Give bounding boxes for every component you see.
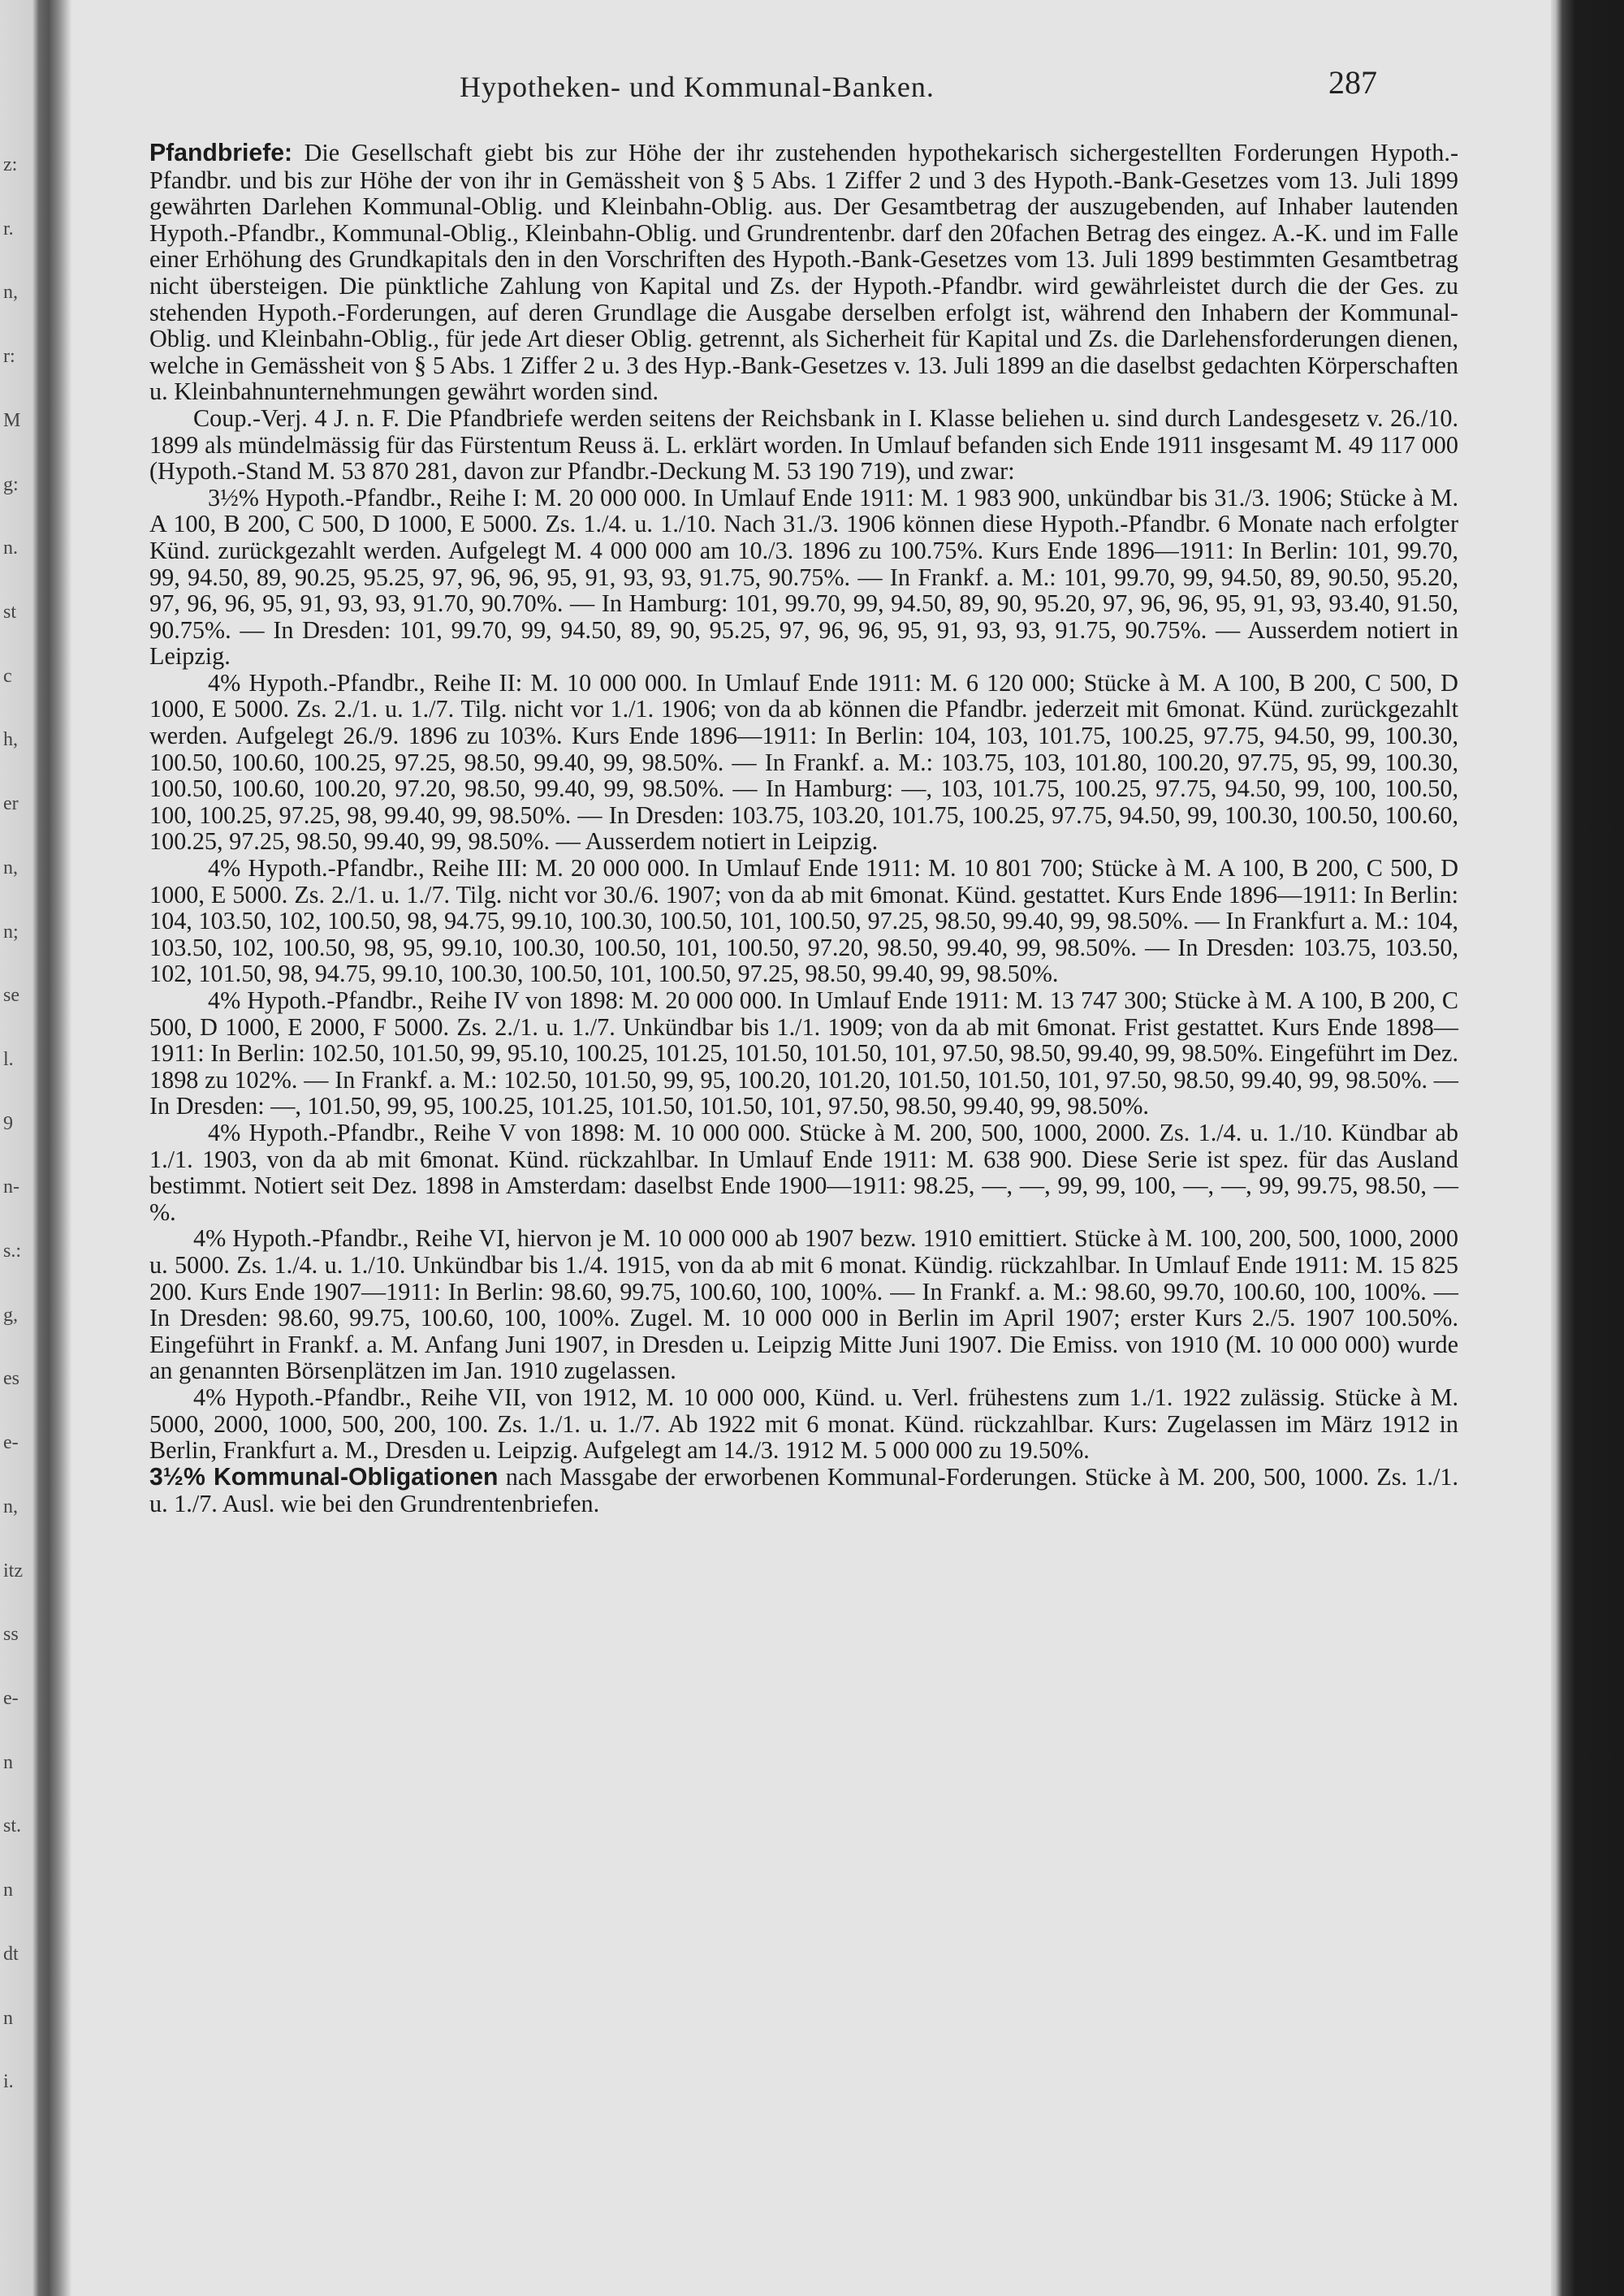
paragraph-text: 4% Hypoth.-Pfandbr., Reihe VII, von 1912, M. 10 000 000, Künd. u. Verl. frühestens zum 1./1. 1922 zulässig. Stücke à M. 5000, 2000, 1000, 500, 200, 100. Zs. 1./1. u. 1./7. Ab 1922 mit 6 monat. Künd. rückzahlbar. Kurs: Zugelassen im März 1912 in Berlin, Frankfurt a. M., Dresden u. Leipzig. Aufgelegt am 14./3. 1912 M. 5 000 000 zu 19.50%. [149,1383,1458,1465]
gutter-fragment: st [3,602,17,623]
book-gutter-left [0,0,71,2296]
paragraph-lead: 3½% Kommunal-Obligationen [149,1463,499,1491]
page-number: 287 [1328,64,1377,101]
gutter-fragment: se [3,985,19,1006]
paragraph-text: Die Gesellschaft giebt bis zur Höhe der ihr zustehenden hypothekarisch sichergestellten Forderungen Hypoth.-Pfandbr. und bis zur Höhe der von ihr in Gemässheit von § 5 Abs. 1 Ziffer 2 und 3 des Hypoth.-Bank-Gesetzes vom 13. Juli 1899 gewährten Darlehen Kommunal-Oblig. und Kleinbahn-Oblig. aus. Der Gesamtbetrag der auszugebenden, auf Inhaber lautenden Hypoth.-Pfandbr., Kommunal-Oblig., Kleinbahn-Oblig. und Grundrentenbr. darf den 20fachen Betrag des eingez. A.-K. und im Falle einer Erhöhung des Grundkapitals den in den Vorschriften des Hypoth.-Bank-Gesetzes vom 13. Juli 1899 bestimmten Gesamtbetrag nicht übersteigen. Die pünktliche Zahlung von Kapital und Zs. der Hypoth.-Pfandbr. wird gewährleistet durch die der Ges. zu stehenden Hypoth.-Forderungen, auf deren Grundlage die Ausgabe derselben erfolgt ist, während den Inhabern der Kommunal-Oblig. und Kleinbahn-Oblig., für jede Art dieser Oblig. getrennt, als Sicherheit für Kapital und Zs. die Darlehensforderungen dienen, welche in Gemässheit von § 5 Abs. 1 Ziffer 2 u. 3 des Hyp.-Bank-Gesetzes v. 13. Juli 1899 an die daselbst gedachten Körperschaften u. Kleinbahnunternehmungen gewährt worden sind. [149,139,1458,406]
gutter-fragment: M [3,410,21,431]
gutter-fragment: n [3,2008,13,2029]
paragraph-reihe-3 [149,855,1458,987]
gutter-fragment: i. [3,2071,14,2092]
gutter-fragment: l. [3,1049,14,1070]
running-header [71,63,1551,112]
paragraph-text: 4% Hypoth.-Pfandbr., Reihe II: M. 10 000 000. In Umlauf Ende 1911: M. 6 120 000; Stücke à M. A 100, B 200, C 500, D 1000, E 5000. Zs. 2./1. u. 1./7. Tilg. nicht vor 1./1. 1906; von da ab können die Pfandbr. jederzeit mit 6monat. Künd. zurückgezahlt werden. Aufgelegt 26./9. 1896 zu 103%. Kurs Ende 1896—1911: In Berlin: 104, 103, 101.75, 100.25, 97.75, 94.50, 99, 100.30, 100.50, 100.60, 100.25, 97.25, 98.50, 99.40, 99, 98.50%. — In Frankf. a. M.: 103.75, 103, 101.80, 100.20, 97.75, 95, 99, 100.30, 100.50, 100.60, 100.20, 97.20, 98.50, 99.40, 99, 98.50%. — In Hamburg: —, 103, 101.75, 100.25, 97.75, 94.50, 99, 100, 100.50, 100, 100.25, 97.25, 98, 99.40, 99, 98.50%. — In Dresden: 103.75, 103.20, 101.75, 100.25, 97.75, 94.50, 99, 100.30, 100.50, 100.60, 100.25, 97.25, 98.50, 99.40, 99, 98.50%. — Ausserdem notiert in Leipzig. [149,668,1458,856]
paragraph-text: 4% Hypoth.-Pfandbr., Reihe III: M. 20 000 000. In Umlauf Ende 1911: M. 10 801 700; Stücke à M. A 100, B 200, C 500, D 1000, E 5000. Zs. 2./1. u. 1./7. Tilg. nicht vor 30./6. 1907; von da ab mit 6monat. Künd. gestattet. Kurs Ende 1896—1911: In Berlin: 104, 103.50, 102, 100.50, 98, 94.75, 99.10, 100.30, 100.50, 101, 100.50, 97.25, 98.50, 99.40, 99, 98.50%. — In Frankfurt a. M.: 104, 103.50, 102, 100.50, 98, 95, 99.10, 100.30, 100.50, 101, 100.50, 97.20, 98.50, 99.40, 99, 98.50%. — In Dresden: 103.75, 103.50, 102, 101.50, 98, 94.75, 99.10, 100.30, 100.50, 101, 100.50, 97.25, 98.50, 99.40, 99, 98.50%. [149,854,1458,988]
paragraph-reihe-2 [149,670,1458,855]
paragraph-reihe-5 [149,1120,1458,1225]
running-title: Hypotheken- und Kommunal-Banken. [460,71,935,103]
paragraph-coupons [149,405,1458,485]
gutter-fragment: n- [3,1176,19,1198]
paragraph-reihe-1 [149,485,1458,670]
gutter-fragment: z: [3,154,18,175]
paragraph-text: 4% Hypoth.-Pfandbr., Reihe IV von 1898: M. 20 000 000. In Umlauf Ende 1911: M. 13 747 300; Stücke à M. A 100, B 200, C 500, D 1000, E 2000, F 5000. Zs. 2./1. u. 1./7. Unkündbar bis 1./1. 1909; von da ab mit 6monat. Frist gestattet. Kurs Ende 1898—1911: In Berlin: 102.50, 101.50, 99, 95.10, 100.25, 101.25, 101.50, 101.50, 101, 97.50, 98.50, 99.40, 99, 98.50%. Eingeführt im Dez. 1898 zu 102%. — In Frankf. a. M.: 102.50, 101.50, 99, 95, 100.20, 101.20, 101.50, 101.50, 101, 97.50, 98.50, 99.40, 99, 98.50%. — In Dresden: —, 101.50, 99, 95, 100.25, 101.25, 101.50, 101.50, 101, 97.50, 98.50, 99.40, 99, 98.50%. [149,986,1458,1120]
paragraph-text: 3½% Hypoth.-Pfandbr., Reihe I: M. 20 000 000. In Umlauf Ende 1911: M. 1 983 900, unkündbar bis 31./3. 1906; Stücke à M. A 100, B 200, C 500, D 1000, E 5000. Zs. 1./4. u. 1./10. Nach 31./3. 1906 können diese Hypoth.-Pfandbr. 6 Monate nach erfolgter Künd. zurückgezahlt werden. Aufgelegt M. 4 000 000 am 10./3. 1896 zu 100.75%. Kurs Ende 1896—1911: In Berlin: 101, 99.70, 99, 94.50, 89, 90.25, 95.25, 97, 96, 96, 95, 91, 93, 93, 91.75, 90.75%. — In Frankf. a. M.: 101, 99.70, 99, 94.50, 89, 90.50, 95.20, 97, 96, 96, 95, 91, 93, 93, 91.70, 90.70%. — In Hamburg: 101, 99.70, 99, 94.50, 89, 90, 95.20, 97, 96, 96, 95, 91, 93, 93.40, 91.50, 90.75%. — In Dresden: 101, 99.70, 99, 94.50, 89, 90, 95.25, 97, 96, 96, 95, 91, 93, 93, 91.75, 90.75%. — Ausserdem notiert in Leipzig. [149,483,1458,671]
gutter-fragment: ss [3,1624,19,1645]
gutter-fragment: n [3,1752,13,1773]
gutter-fragment: n; [3,921,19,943]
document-page [71,0,1551,2296]
gutter-fragment: er [3,793,19,814]
paragraph-kommunal-obligationen [149,1464,1458,1517]
gutter-fragment: n, [3,857,18,878]
gutter-fragment: g, [3,1305,18,1326]
paragraph-reihe-7 [149,1384,1458,1464]
gutter-fragment: 9 [3,1113,13,1134]
paragraph-pfandbriefe [149,140,1458,405]
gutter-fragment: e- [3,1688,19,1709]
gutter-fragment: r. [3,218,14,240]
paragraph-text: 4% Hypoth.-Pfandbr., Reihe V von 1898: M. 10 000 000. Stücke à M. 200, 500, 1000, 2000. Zs. 1./4. u. 1./10. Kündbar ab 1./1. 1903, von da ab mit 6monat. Künd. rückzahlbar. In Umlauf Ende 1911: M. 638 900. Diese Serie ist spez. für das Ausland bestimmt. Notiert seit Dez. 1898 in Amsterdam: daselbst Ende 1900—1911: 98.25, —, —, 99, 99, 100, —, —, 99, 99.75, 98.50, —%. [149,1118,1458,1226]
gutter-fragment: r: [3,346,15,367]
book-edge-right [1551,0,1624,2296]
gutter-fragment: g: [3,474,19,495]
paragraph-text: Coup.-Verj. 4 J. n. F. Die Pfandbriefe werden seitens der Reichsbank in I. Klasse beliehen u. sind durch Landesgesetz v. 26./10. 1899 als mündelmässig für das Fürstentum Reuss ä. L. erklärt worden. In Umlauf befanden sich Ende 1911 insgesamt M. 49 117 000 (Hypoth.-Stand M. 53 870 281, davon zur Pfandbr.-Deckung M. 53 190 719), und zwar: [149,404,1458,486]
gutter-fragment: n. [3,537,18,559]
gutter-fragment: s.: [3,1241,22,1262]
paragraph-reihe-4 [149,987,1458,1120]
body-text [149,140,1458,1517]
gutter-fragment: n, [3,282,18,303]
gutter-fragment: dt [3,1944,19,1965]
paragraph-text: 4% Hypoth.-Pfandbr., Reihe VI, hiervon je M. 10 000 000 ab 1907 bezw. 1910 emittiert. Stücke à M. 100, 200, 500, 1000, 2000 u. 5000. Zs. 1./4. u. 1./10. Unkündbar bis 1./4. 1915, von da ab mit 6 monat. Kündig. rückzahlbar. In Umlauf Ende 1911: M. 15 825 200. Kurs Ende 1907—1911: In Berlin: 98.60, 99.75, 100.60, 100, 100%. — In Frankf. a. M.: 98.60, 99.70, 100.60, 100, 100%. — In Dresden: 98.60, 99.75, 100.60, 100, 100%. Zugel. M. 10 000 000 in Berlin im April 1907; erster Kurs 2./5. 1907 100.50%. Eingeführt in Frankf. a. M. Anfang Juni 1907, in Dresden u. Leipzig Mitte Juni 1907. Die Emiss. von 1910 (M. 10 000 000) wurde an genannten Börsenplätzen im Jan. 1910 zugelassen. [149,1224,1458,1385]
paragraph-reihe-6 [149,1225,1458,1384]
gutter-fragment: c [3,666,12,687]
gutter-fragment: itz [3,1560,23,1582]
gutter-fragment: n [3,1880,13,1901]
paragraph-lead: Pfandbriefe: [149,140,293,166]
gutter-fragment: n, [3,1496,18,1517]
paragraph-text: nach Massgabe der erworbenen Kommunal-Forderungen. Stücke à M. 200, 500, 1000. Zs. 1./1. u. 1./7. Ausl. wie bei den Grundrentenbriefen. [149,1462,1459,1518]
gutter-fragment: e- [3,1432,19,1453]
gutter-fragment: st. [3,1815,22,1836]
gutter-fragment: es [3,1368,19,1389]
gutter-fragment: h, [3,729,18,750]
